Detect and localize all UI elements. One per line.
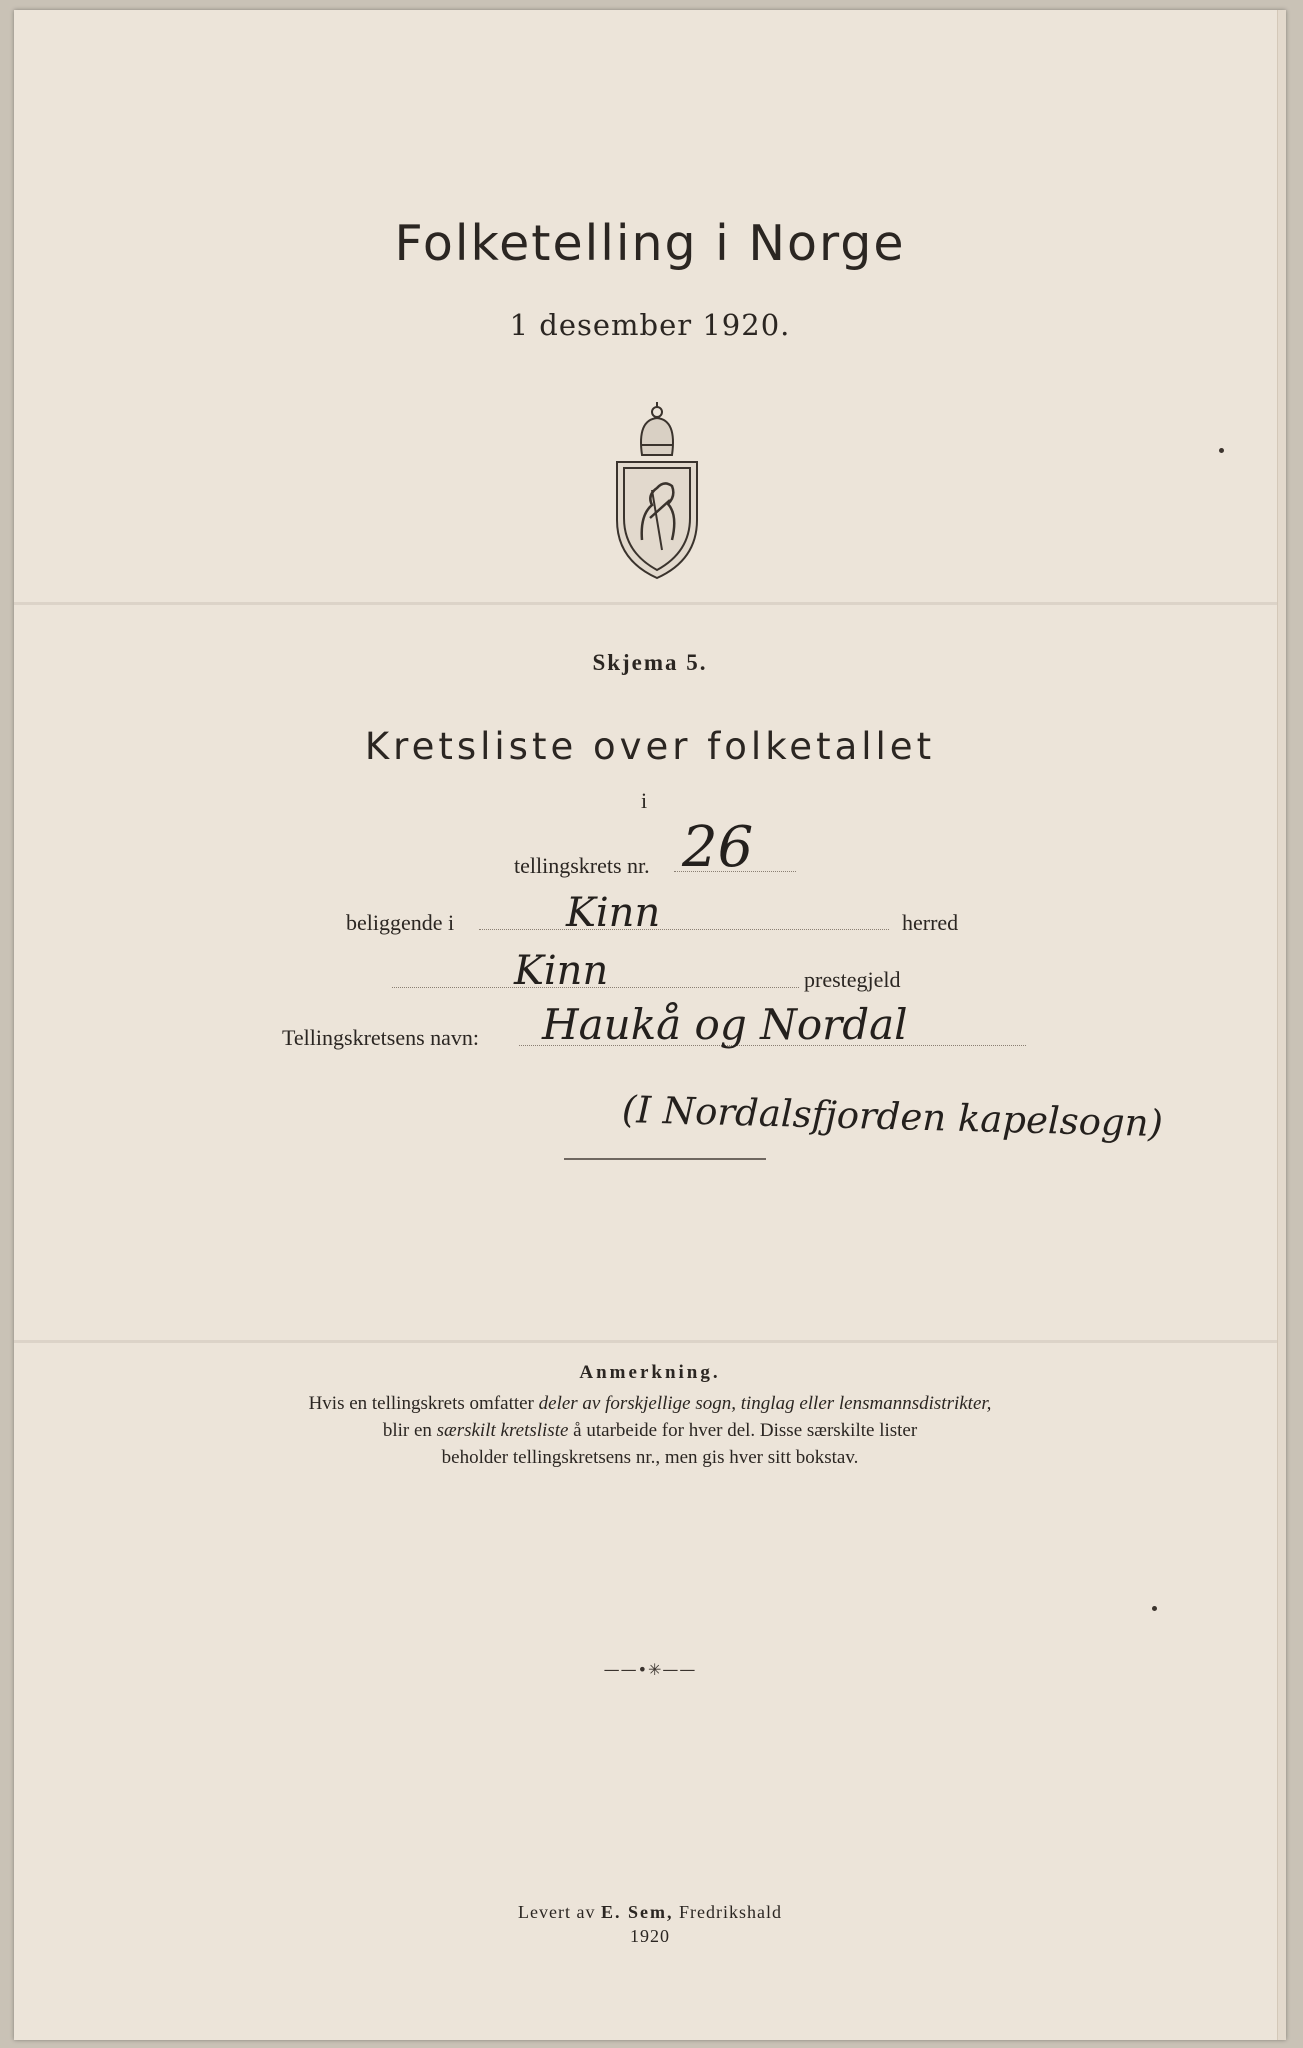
remark-text [14, 1390, 1286, 1471]
district-name-value: Haukå og Nordal [542, 1000, 908, 1049]
district-name-note: (I Nordalsfjorden kapelsogn) [621, 1088, 1164, 1146]
herred-line [479, 929, 889, 930]
remark-line-1-plain: Hvis en tellingskrets omfatter [308, 1393, 534, 1414]
divider-rule [564, 1158, 766, 1160]
printer-place: Fredrikshald [678, 1902, 782, 1922]
remark-line-1-italic: deler av forskjellige sogn, tinglag eller lensmannsdistrikter, [538, 1393, 992, 1414]
prestegjeld-value: Kinn [514, 948, 609, 994]
remark-line-3: beholder tellingskretsens nr., men gis hver sitt bokstav. [441, 1447, 859, 1468]
in-label: i [641, 788, 648, 813]
remark-line-1 [14, 1390, 1286, 1417]
printer-imprint [14, 1900, 1286, 1948]
census-form-page [14, 10, 1286, 2040]
page-title: Folketelling i Norge [394, 215, 906, 272]
fold-crease [14, 1340, 1286, 1343]
ink-speck [1152, 1606, 1157, 1611]
herred-value: Kinn [566, 890, 661, 936]
remark-line-2-plain-a: blir en [382, 1420, 432, 1441]
remark-line-2 [14, 1417, 1286, 1444]
herred-label: herred [902, 910, 959, 935]
printer-prefix: Levert av [518, 1902, 596, 1922]
schema-label: Skjema 5. [592, 650, 708, 675]
printer-name: E. Sem, [600, 1902, 674, 1922]
district-name-label: Tellingskretsens navn: [282, 1025, 480, 1050]
located-label: beliggende i [346, 910, 455, 935]
remark-line-2-italic: særskilt kretsliste [436, 1420, 569, 1441]
fold-crease [14, 602, 1286, 605]
printer-year: 1920 [630, 1926, 670, 1946]
remark-line-2-plain-b: å utarbeide for hver del. Disse særskilte lister [573, 1420, 918, 1441]
remark-title: Anmerkning. [579, 1362, 721, 1383]
district-number-label: tellingskrets nr. [514, 853, 650, 878]
norwegian-coat-of-arms-icon [602, 400, 712, 580]
ink-speck [1219, 448, 1224, 453]
ornament-divider: ——•✳—— [603, 1660, 697, 1679]
district-number-value: 26 [682, 815, 754, 880]
prestegjeld-label: prestegjeld [804, 967, 901, 992]
form-subtitle: Kretsliste over folketallet [364, 725, 936, 768]
census-date: 1 desember 1920. [509, 308, 791, 342]
printer-line [14, 1900, 1286, 1924]
